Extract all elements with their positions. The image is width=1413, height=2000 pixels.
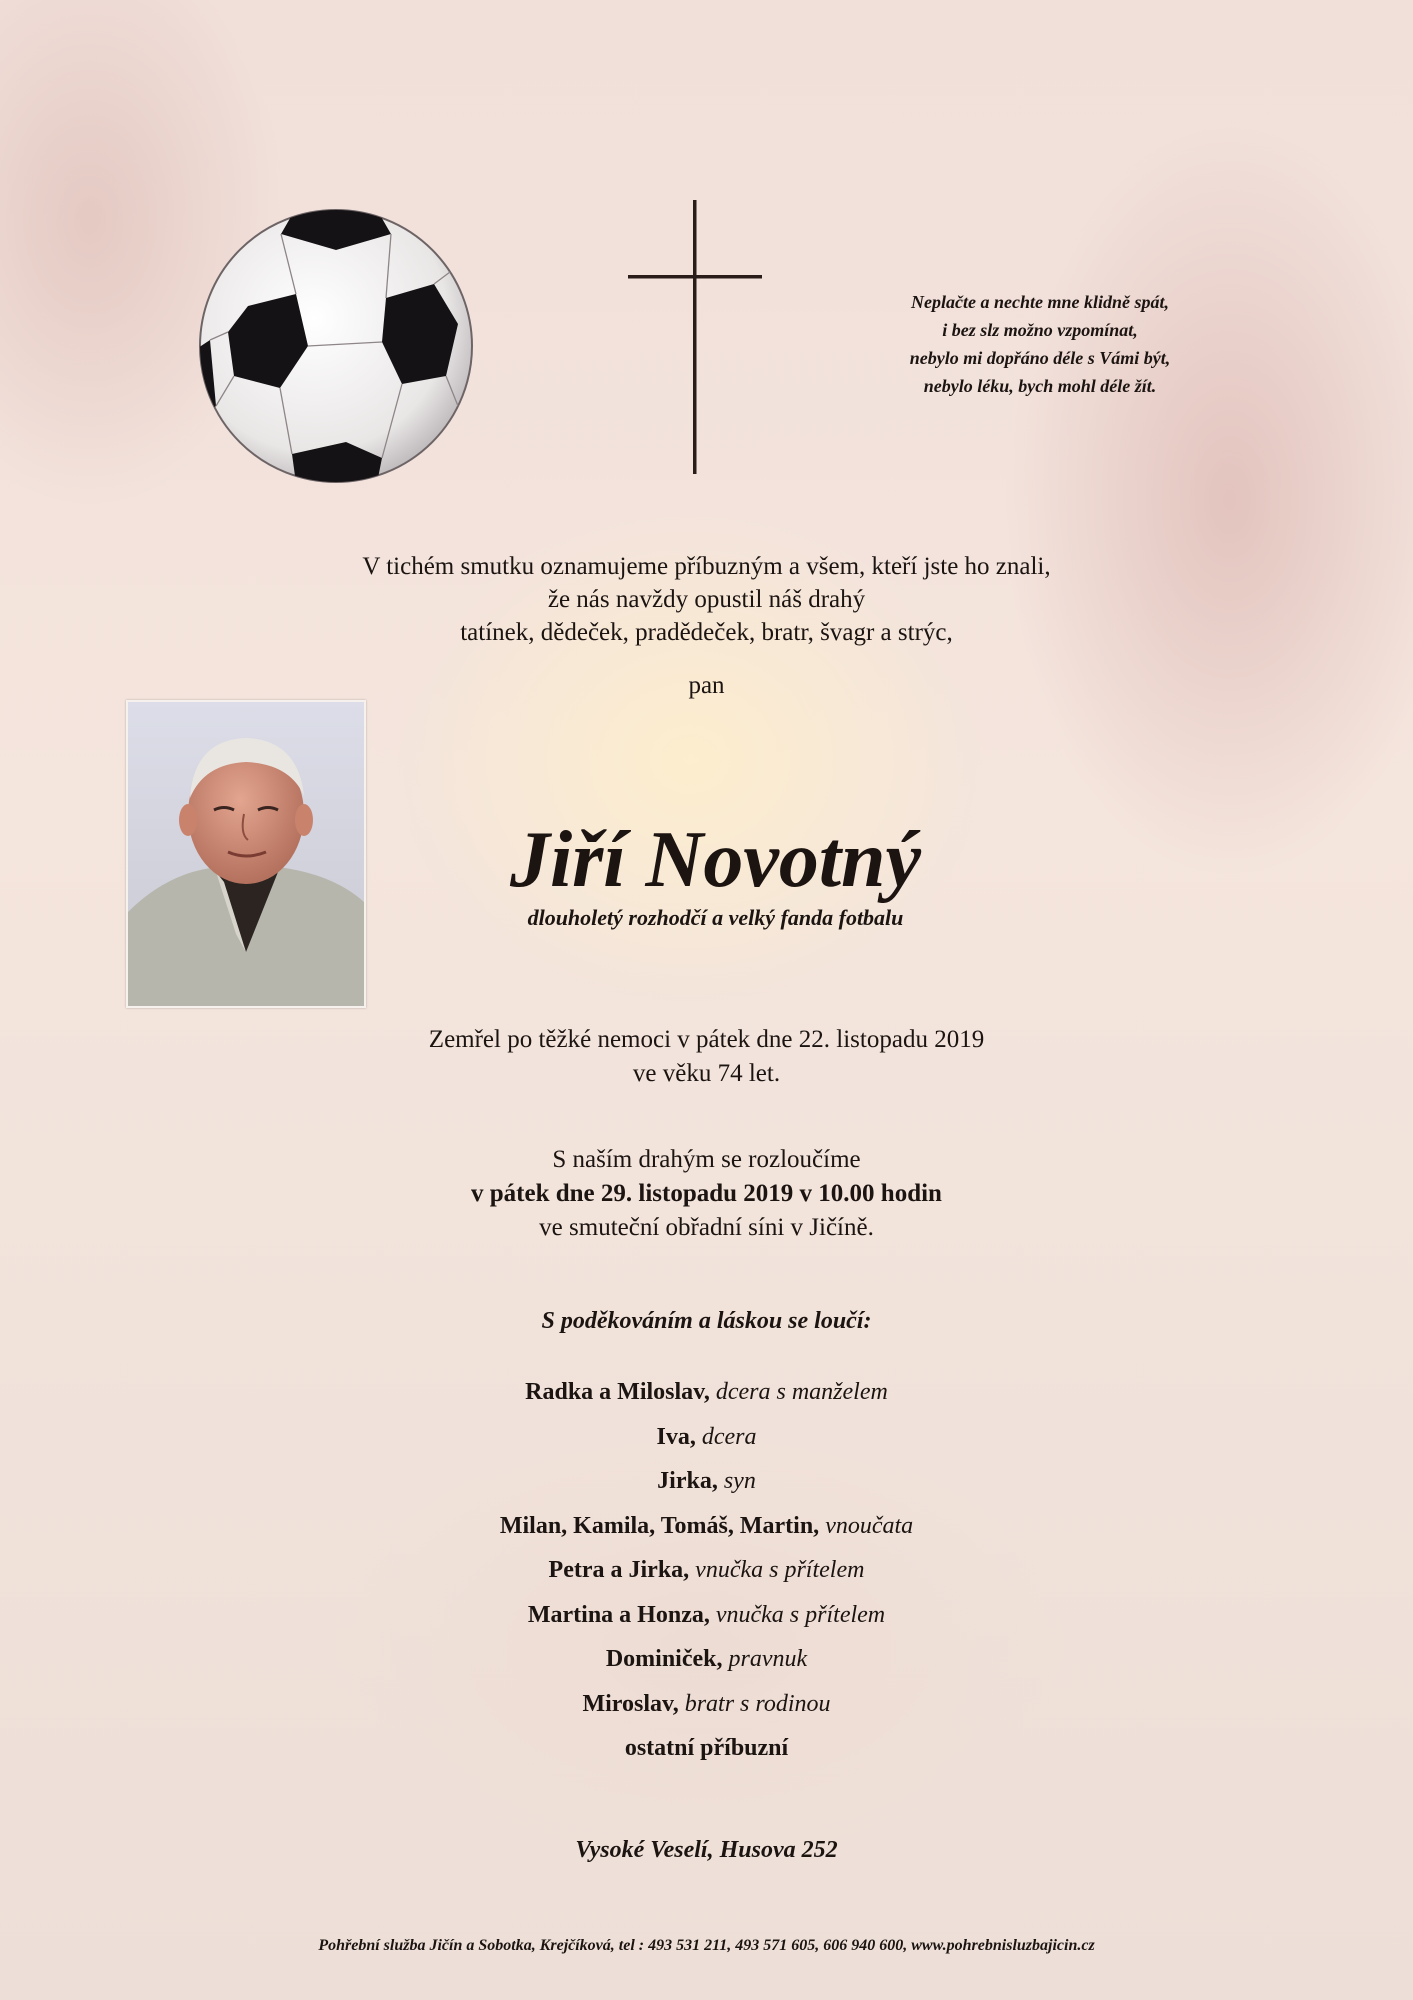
mourners-heading: S poděkováním a láskou se loučí:: [541, 1308, 872, 1334]
mourner-relation: syn: [717, 1468, 756, 1494]
honorific: pan: [688, 672, 725, 699]
intro-line: tatínek, dědeček, pradědeček, bratr, švagr a strýc,: [460, 619, 953, 646]
list-item: [0, 1548, 1413, 1593]
family-address: Vysoké Veselí, Husova 252: [575, 1837, 838, 1863]
intro-line: V tichém smutku oznamujeme příbuzným a všem, kteří jste ho znali,: [362, 553, 1051, 580]
mourner-names: Dominiček,: [605, 1646, 723, 1672]
mourner-names: Petra a Jirka,: [548, 1557, 690, 1583]
ceremony-datetime: v pátek dne 29. listopadu 2019 v 10.00 hodin: [471, 1180, 942, 1207]
list-item: [0, 1726, 1413, 1771]
mourner-relation: dcera s manželem: [709, 1379, 888, 1405]
mourner-names: Jirka,: [657, 1468, 718, 1494]
mourner-names: ostatní příbuzní: [624, 1735, 789, 1761]
mourner-relation: vnučka s přítelem: [709, 1601, 886, 1628]
farewell-line: S naším drahým se rozloučíme: [552, 1146, 861, 1173]
mourners-list: [0, 1370, 1413, 1771]
mourner-names: Miroslav,: [582, 1690, 679, 1717]
deceased-description: dlouholetý rozhodčí a velký fanda fotbalu: [527, 905, 904, 930]
poem-line: nebylo léku, bych mohl déle žít.: [923, 376, 1157, 396]
mourner-names: Milan, Kamila, Tomáš, Martin,: [499, 1512, 820, 1539]
mourner-names: Iva,: [656, 1423, 696, 1450]
soccer-ball-icon: [196, 206, 476, 486]
list-item: [0, 1504, 1413, 1549]
cross-icon: [620, 200, 770, 480]
mourner-relation: pravnuk: [722, 1646, 808, 1672]
list-item: [0, 1415, 1413, 1460]
list-item: [0, 1637, 1413, 1682]
death-info: [0, 1023, 1413, 1091]
mourner-names: Martina a Honza,: [527, 1601, 710, 1628]
mourner-names: Radka a Miloslav,: [525, 1379, 710, 1405]
announcement-text: [0, 550, 1413, 649]
mourner-relation: vnoučata: [819, 1512, 914, 1539]
death-line: Zemřel po těžké nemoci v pátek dne 22. listopadu 2019: [428, 1026, 985, 1053]
poem-line: nebylo mi dopřáno déle s Vámi být,: [909, 348, 1171, 368]
intro-line: že nás navždy opustil náš drahý: [547, 586, 866, 613]
age-line: ve věku 74 let.: [632, 1060, 781, 1087]
mourner-relation: vnučka s přítelem: [689, 1557, 865, 1583]
funeral-service-footer: Pohřební služba Jičín a Sobotka, Krejčíková, tel : 493 531 211, 493 571 605, 606 940 600, www.pohrebnisluzbajicin.cz: [318, 1937, 1095, 1954]
mourner-relation: dcera: [695, 1423, 757, 1450]
farewell-info: [0, 1143, 1413, 1245]
list-item: [0, 1459, 1413, 1504]
poem-line: Neplačte a nechte mne klidně spát,: [911, 292, 1169, 312]
mourner-relation: bratr s rodinou: [678, 1690, 831, 1717]
list-item: [0, 1682, 1413, 1727]
poem: [830, 288, 1250, 400]
ceremony-place: ve smuteční obřadní síni v Jičíně.: [539, 1214, 874, 1241]
list-item: [0, 1593, 1413, 1638]
deceased-name: Jiří Novotný: [509, 816, 922, 904]
list-item: [0, 1370, 1413, 1415]
poem-line: i bez slz možno vzpomínat,: [942, 320, 1138, 340]
